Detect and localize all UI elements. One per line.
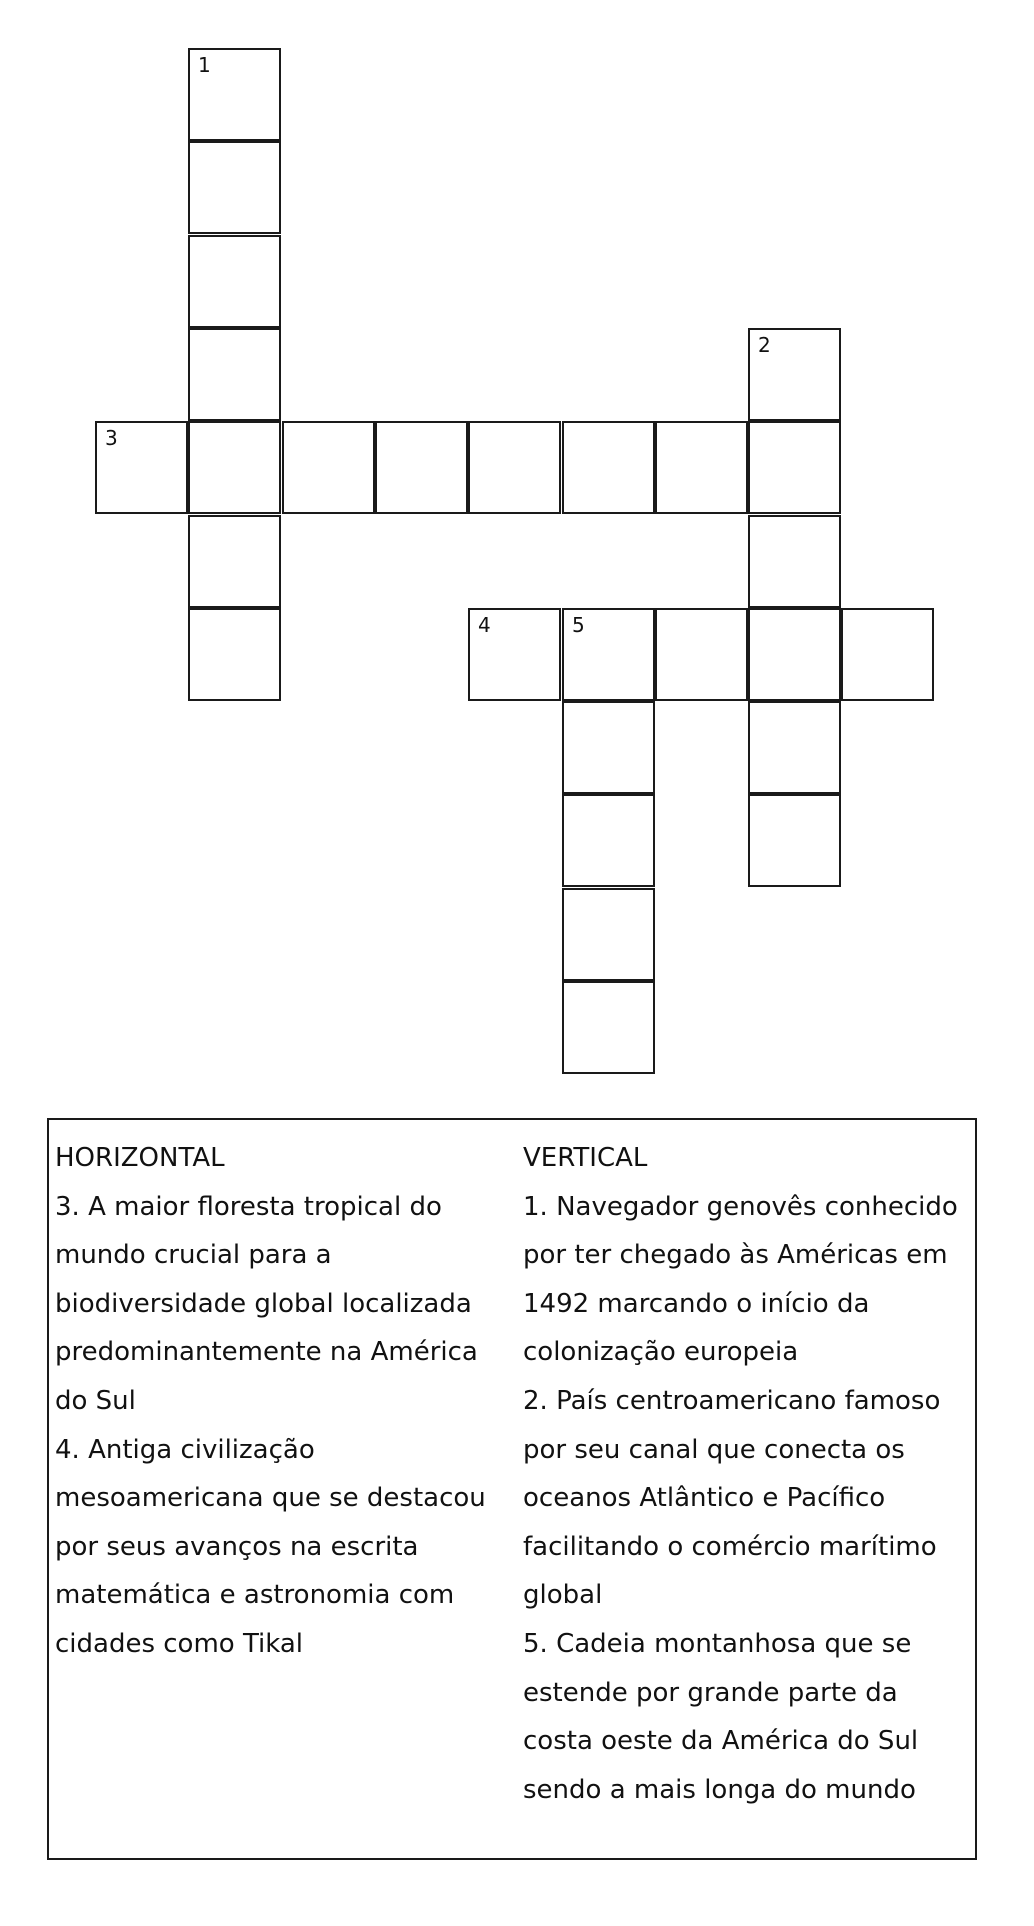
vertical-clues — [523, 1134, 973, 1814]
grid-cell[interactable] — [841, 608, 934, 701]
horizontal-clues — [55, 1134, 505, 1669]
grid-cell[interactable] — [748, 608, 841, 701]
grid-cell[interactable] — [562, 981, 655, 1074]
cell-number: 1 — [198, 53, 211, 77]
grid-cell[interactable] — [188, 141, 281, 234]
cell-number: 2 — [758, 333, 771, 357]
grid-cell[interactable] — [188, 608, 281, 701]
grid-cell[interactable] — [748, 701, 841, 794]
grid-cell[interactable] — [655, 421, 748, 514]
grid-cell[interactable] — [655, 608, 748, 701]
clue-vertical-5: 5. Cadeia montanhosa que se estende por grande parte da costa oeste da América do Sul sendo a mais longa do mundo — [523, 1628, 919, 1805]
grid-cell[interactable] — [188, 421, 281, 514]
grid-cell[interactable] — [468, 421, 561, 514]
grid-cell[interactable] — [748, 794, 841, 887]
cell-number: 3 — [105, 426, 118, 450]
grid-cell[interactable] — [748, 328, 841, 421]
grid-cell[interactable] — [188, 235, 281, 328]
vertical-title: VERTICAL — [523, 1143, 648, 1173]
grid-cell[interactable] — [562, 608, 655, 701]
grid-cell[interactable] — [188, 515, 281, 608]
grid-cell[interactable] — [748, 515, 841, 608]
grid-cell[interactable] — [375, 421, 468, 514]
grid-cell[interactable] — [468, 608, 561, 701]
cell-number: 5 — [572, 613, 585, 637]
grid-cell[interactable] — [562, 421, 655, 514]
grid-cell[interactable] — [188, 328, 281, 421]
grid-cell[interactable] — [562, 888, 655, 981]
clue-panel — [47, 1118, 977, 1860]
clue-vertical-1: 1. Navegador genovês conhecido por ter chegado às Américas em 1492 marcando o início da colonização europeia — [523, 1191, 958, 1368]
horizontal-title: HORIZONTAL — [55, 1143, 225, 1173]
clue-horizontal-3: 3. A maior floresta tropical do mundo crucial para a biodiversidade global localizada predominantemente na América do Sul — [55, 1191, 478, 1416]
grid-cell[interactable] — [188, 48, 281, 141]
grid-cell[interactable] — [748, 421, 841, 514]
cell-number: 4 — [478, 613, 491, 637]
grid-cell[interactable] — [562, 701, 655, 794]
grid-cell[interactable] — [562, 794, 655, 887]
clue-vertical-2: 2. País centroamericano famoso por seu canal que conecta os oceanos Atlântico e Pacífico facilitando o comércio marítimo global — [523, 1385, 941, 1611]
grid-cell[interactable] — [282, 421, 375, 514]
clue-horizontal-4: 4. Antiga civilização mesoamericana que se destacou por seus avanços na escrita matemática e astronomia com cidades como Tikal — [55, 1434, 486, 1659]
grid-cell[interactable] — [95, 421, 188, 514]
